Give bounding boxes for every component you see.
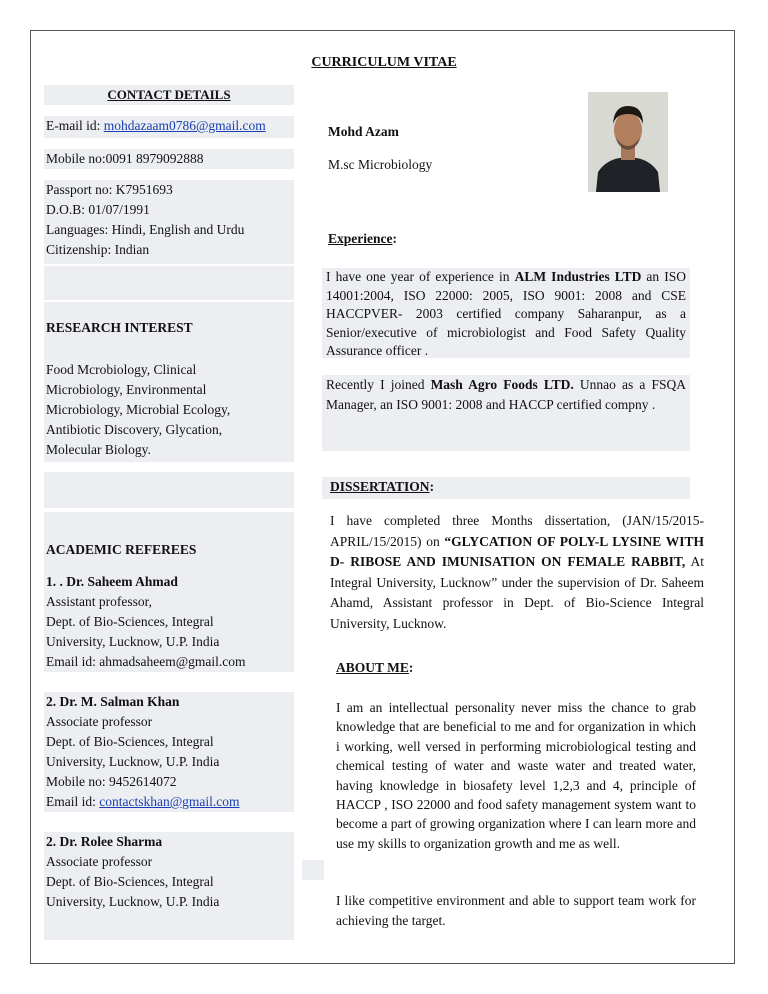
referees-spacer <box>44 472 294 508</box>
experience-text: an ISO 14001:2004, ISO 22000: 2005, ISO 9001: 2008 and CSE HACCPVER- 2003 certified company Saharanpur, as a Senior/executive of microbiologist and Food Safety Quality Assurance officer . <box>326 269 687 359</box>
referee-1-line: University, Lucknow, U.P. India <box>46 634 220 649</box>
referee-2-line: University, Lucknow, U.P. India <box>46 754 220 769</box>
email-row <box>44 116 294 138</box>
email-label: E-mail id: <box>46 118 104 133</box>
research-line: Microbiology, Environmental <box>46 382 207 397</box>
research-line: Molecular Biology. <box>46 442 151 457</box>
contact-heading: CONTACT DETAILS <box>107 87 231 102</box>
citizenship-text: Citizenship: Indian <box>46 242 150 257</box>
dissertation-text: I have completed three Months dissertation, (JAN/15/2015-APRIL/15/2015) on <box>330 513 704 549</box>
dissertation-heading <box>322 477 690 499</box>
referee-1-line: Assistant professor, <box>46 594 152 609</box>
research-line: Food Mcrobiology, Clinical <box>46 362 197 377</box>
profile-name: Mohd Azam <box>328 124 399 139</box>
referee-1-line: Dept. of Bio-Sciences, Integral <box>46 614 214 629</box>
page-title: CURRICULUM VITAE <box>311 55 457 70</box>
experience-heading <box>328 229 397 248</box>
research-spacer <box>44 266 294 300</box>
research-line: Microbiology, Microbial Ecology, <box>46 402 231 417</box>
referee-2-line: Associate professor <box>46 714 153 729</box>
mobile-row <box>44 149 294 169</box>
research-section <box>44 302 294 462</box>
about-heading-text: ABOUT ME <box>336 660 409 675</box>
languages-text: Languages: Hindi, English and Urdu <box>46 222 245 237</box>
referee-2-line: Dept. of Bio-Sciences, Integral <box>46 734 214 749</box>
experience-text: Unnao as a FSQA Manager, an ISO 9001: 2008 and HACCP certified compny . <box>326 377 686 412</box>
referee-3-line: Associate professor <box>46 854 153 869</box>
referees-heading: ACADEMIC REFEREES <box>46 542 197 557</box>
about-para-1 <box>336 698 696 853</box>
referee-3-line: Dept. of Bio-Sciences, Integral <box>46 874 214 889</box>
profile-degree: M.sc Microbiology <box>328 157 433 172</box>
referees-section <box>44 512 294 940</box>
experience-colon: : <box>392 231 397 246</box>
about-colon: : <box>408 660 414 675</box>
email-link[interactable]: mohdazaam0786@gmail.com <box>103 118 266 133</box>
profile-photo-image <box>588 92 668 192</box>
experience-heading-text: Experience <box>328 231 393 246</box>
about-text: I am an intellectual personality never miss the chance to grab knowledge that are beneficial to me and for organization in which i working, well versed in performing microbiological testing and chemical testing of water and waste water and treated water, having knowledge in biosafety level 1,2,3 and 4, principle of HACCP , ISO 22000 and food safety management system want to become a part of growing organization where I can learn more and use my skills to organization growth and me as well. <box>336 700 696 851</box>
research-line: Antibiotic Discovery, Glycation, <box>46 422 223 437</box>
dob-text: D.O.B: 01/07/1991 <box>46 202 150 217</box>
about-text: I like competitive environment and able to support team work for achieving the target. <box>336 893 696 928</box>
referee-1-email: Email id: ahmadsaheem@gmail.com <box>46 654 246 669</box>
experience-company: ALM Industries LTD <box>514 269 642 284</box>
contact-heading-box <box>44 85 294 105</box>
dissertation-heading-text: DISSERTATION <box>330 479 430 494</box>
referee-2-email-label: Email id: <box>46 794 100 809</box>
referee-3-line: University, Lucknow, U.P. India <box>46 894 220 909</box>
experience-para-2 <box>322 375 690 451</box>
profile-photo <box>588 92 668 192</box>
passport-text: Passport no: K7951693 <box>46 182 173 197</box>
personal-details <box>44 180 294 264</box>
experience-text: Recently I joined <box>326 377 431 392</box>
referee-2-mobile: Mobile no: 9452614072 <box>46 774 177 789</box>
about-heading <box>336 658 413 677</box>
experience-company: Mash Agro Foods LTD. <box>430 377 574 392</box>
referee-2-name: 2. Dr. M. Salman Khan <box>46 694 180 709</box>
referee-3-name: 2. Dr. Rolee Sharma <box>46 834 163 849</box>
referee-2-email-link[interactable]: contactskhan@gmail.com <box>99 794 240 809</box>
referee-1-name: 1. . Dr. Saheem Ahmad <box>46 574 178 589</box>
dissertation-title: “GLYCATION OF POLY-L LYSINE WITH D- RIBOSE AND IMUNISATION ON FEMALE RABBIT, <box>330 533 704 569</box>
experience-para-1 <box>322 268 690 358</box>
dissertation-body <box>330 511 704 634</box>
research-heading: RESEARCH INTEREST <box>46 320 193 335</box>
dissertation-text: At Integral University, Lucknow” under the supervision of Dr. Saheem Ahamd, Assistant professor in Dept. of Bio-Science Integral University, Lucknow. <box>330 554 704 631</box>
mobile-text: Mobile no:0091 8979092888 <box>46 151 204 166</box>
experience-text: I have one year of experience in <box>326 269 515 284</box>
about-para-2 <box>336 891 696 931</box>
dissertation-colon: : <box>429 479 435 494</box>
about-margin-mark <box>302 860 324 880</box>
